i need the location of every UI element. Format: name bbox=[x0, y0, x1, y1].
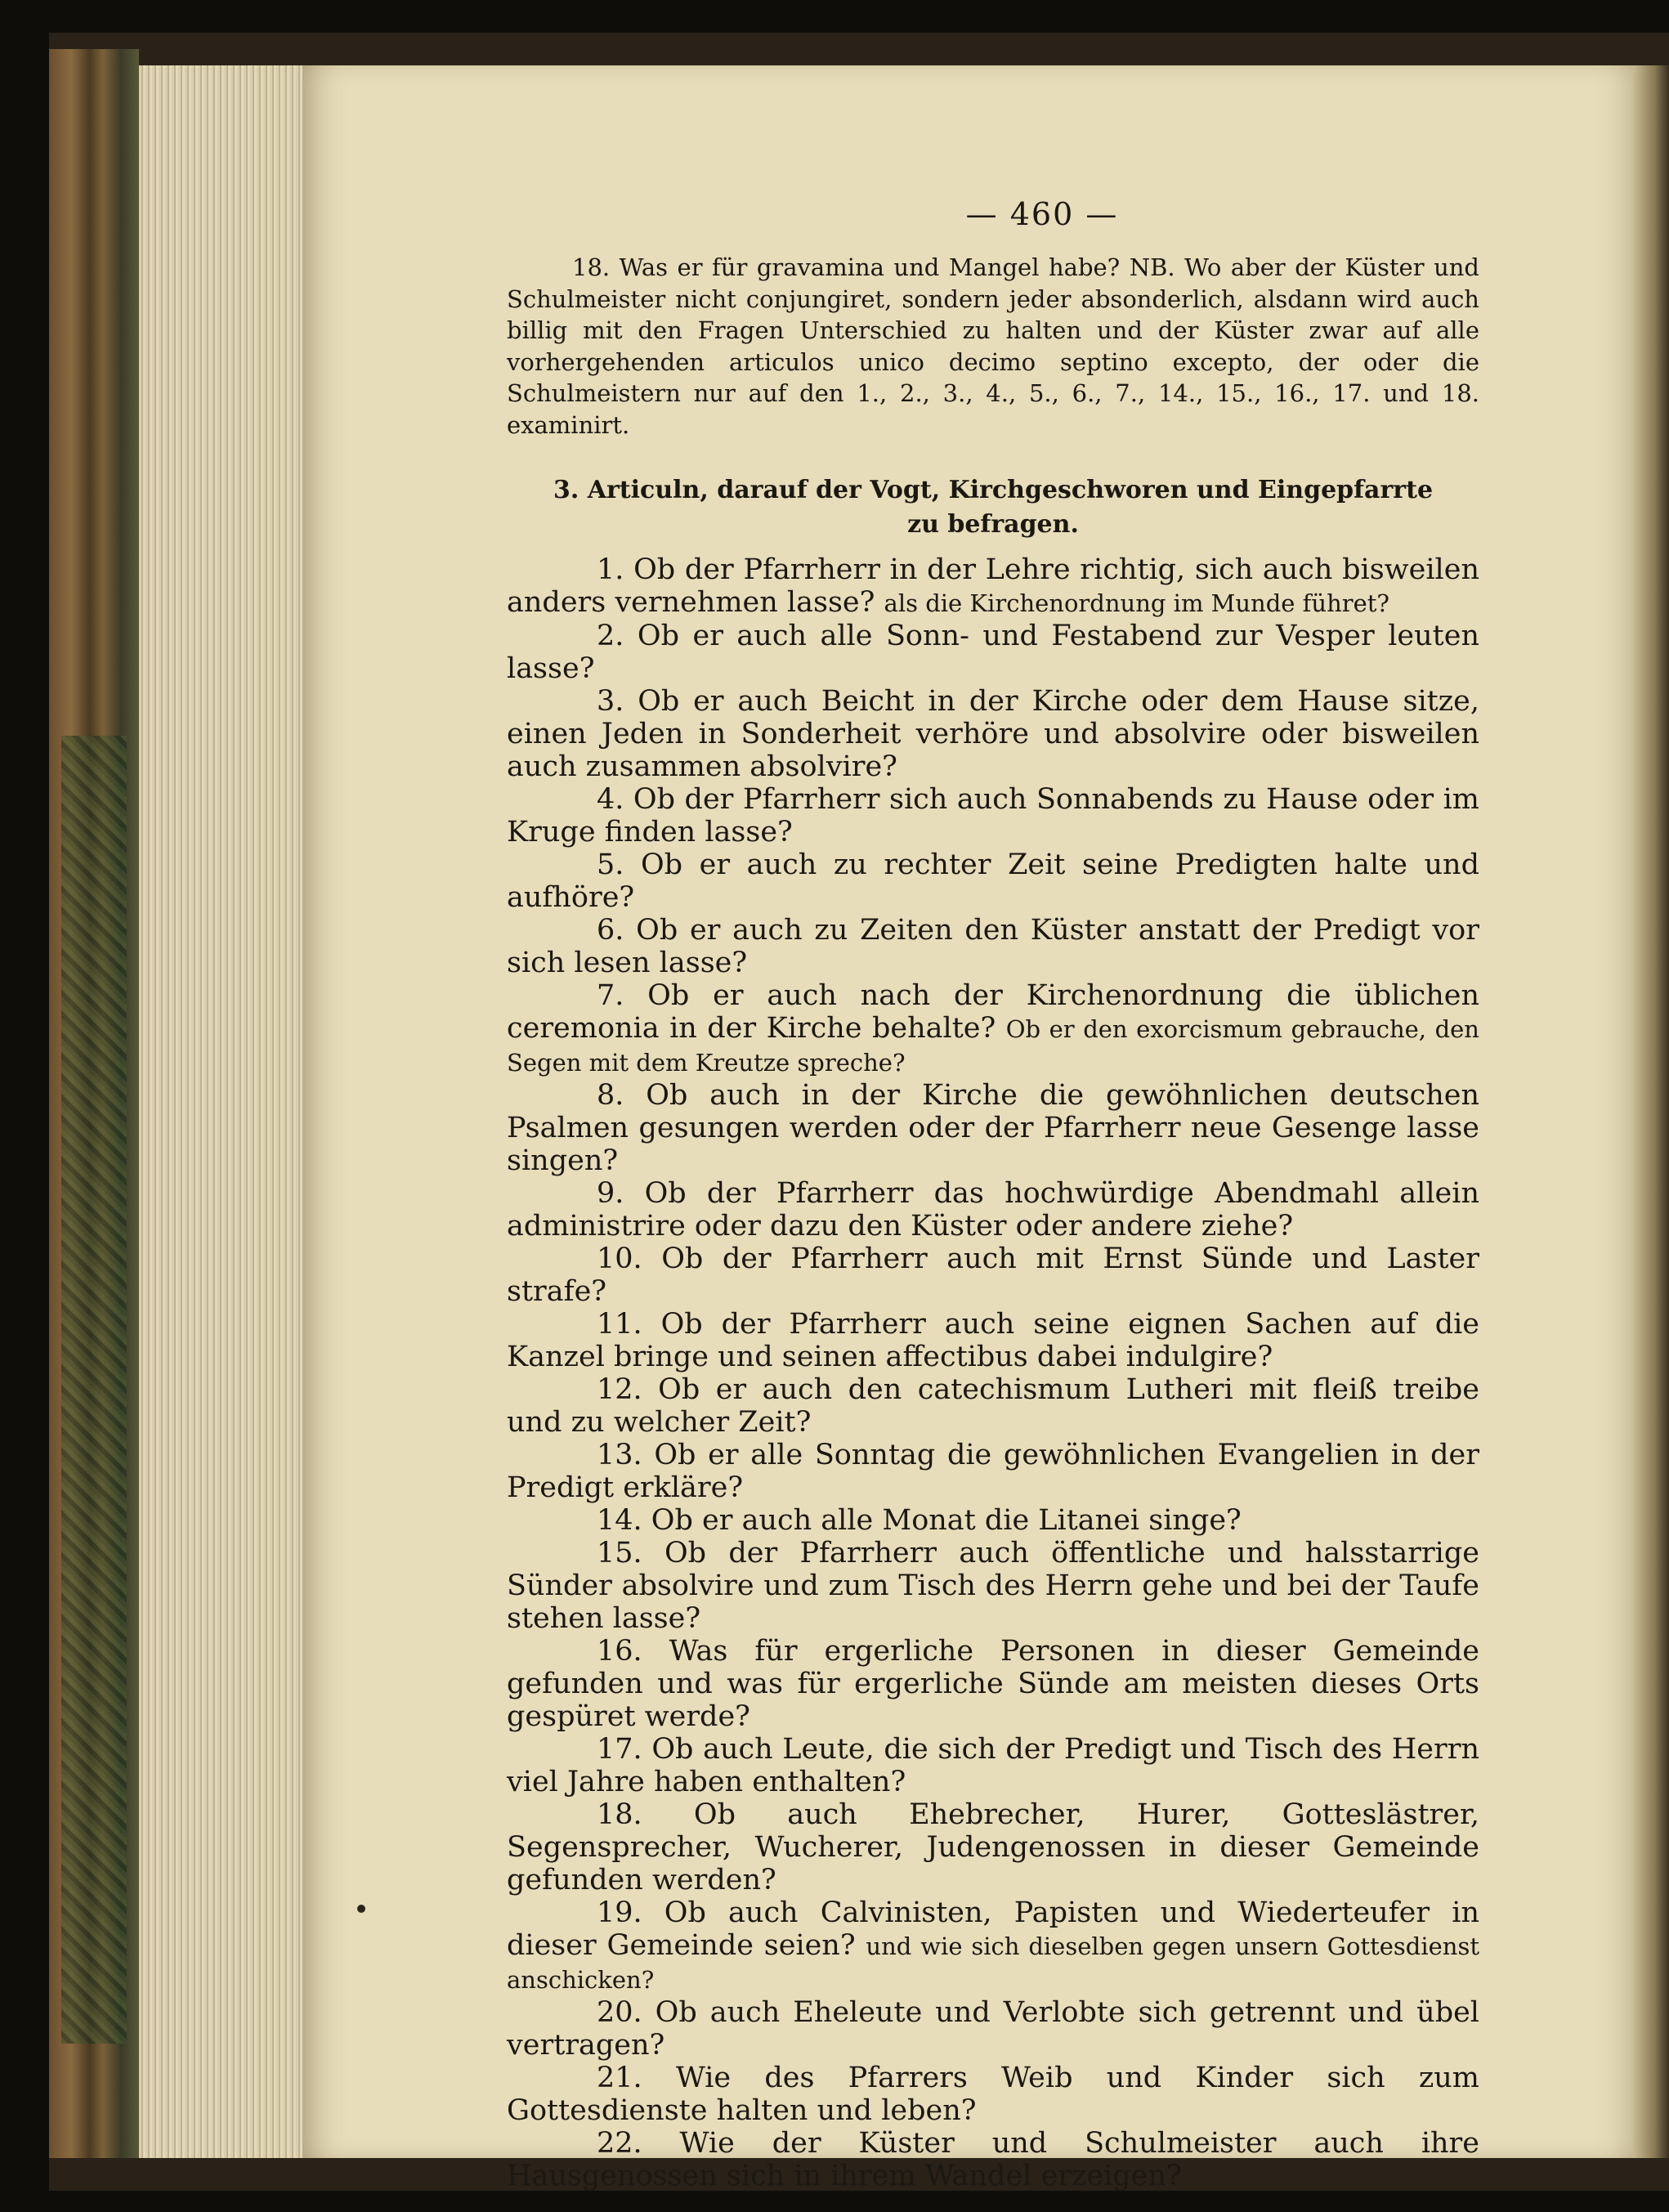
question-item bbox=[507, 1896, 1479, 1996]
question-text: 17. Ob auch Leute, die sich der Predigt und Tisch des Herrn viel Jahre haben enthalten? bbox=[507, 1733, 1479, 1798]
question-item bbox=[507, 783, 1479, 849]
question-item bbox=[507, 1243, 1479, 1308]
question-note: Ob er den exorcismum gebrauche, den Segen mit dem Kreutze spreche? bbox=[507, 1015, 1479, 1077]
question-item bbox=[507, 553, 1479, 620]
question-text: 21. Wie des Pfarrers Weib und Kinder sich zum Gottesdienste halten und leben? bbox=[507, 2062, 1479, 2127]
section-title-line-2: zu befragen. bbox=[907, 510, 1079, 539]
question-item bbox=[507, 1439, 1479, 1504]
question-text: 9. Ob der Pfarrherr das hochwürdige Abendmahl allein administrire oder dazu den Küster oder andere ziehe? bbox=[507, 1177, 1479, 1243]
question-item bbox=[507, 914, 1479, 979]
facing-page-edge bbox=[1633, 65, 1669, 2158]
question-text: 14. Ob er auch alle Monat die Litanei singe? bbox=[597, 1504, 1242, 1537]
page-edges bbox=[139, 65, 302, 2158]
question-item bbox=[507, 2062, 1479, 2127]
question-item bbox=[507, 1733, 1479, 1798]
question-text: 4. Ob der Pfarrherr sich auch Sonnabends zu Hause oder im Kruge finden lasse? bbox=[507, 783, 1479, 849]
spine-marbled-cover bbox=[61, 736, 127, 2044]
question-text: 11. Ob der Pfarrherr auch seine eignen Sachen auf die Kanzel bringe und seinen affectibus dabei indulgire? bbox=[507, 1308, 1479, 1373]
question-item bbox=[507, 1079, 1479, 1177]
question-item bbox=[507, 1373, 1479, 1439]
question-text: 5. Ob er auch zu rechter Zeit seine Predigten halte und aufhöre? bbox=[507, 849, 1479, 914]
question-note: als die Kirchenordnung im Munde führet? bbox=[884, 589, 1389, 617]
question-text: 1. Ob der Pfarrherr in der Lehre richtig, sich auch bisweilen anders vernehmen lasse? bbox=[507, 553, 1479, 619]
question-text: 16. Was für ergerliche Personen in dieser Gemeinde gefunden und was für ergerliche Sünde am meisten dieses Orts gespüret werde? bbox=[507, 1635, 1479, 1733]
question-text: 8. Ob auch in der Kirche die gewöhnlichen deutschen Psalmen gesungen werden oder der Pfarrherr neue Gesenge lasse singen? bbox=[507, 1079, 1479, 1177]
question-text: 22. Wie der Küster und Schulmeister auch ihre Hausgenossen sich in ihrem Wandel erzeigen? bbox=[507, 2127, 1479, 2192]
ink-speck bbox=[357, 1905, 365, 1913]
question-item bbox=[507, 1537, 1479, 1635]
question-text: 13. Ob er alle Sonntag die gewöhnlichen Evangelien in der Predigt erkläre? bbox=[507, 1439, 1479, 1504]
question-item bbox=[507, 1635, 1479, 1733]
question-item bbox=[507, 1308, 1479, 1373]
question-item bbox=[507, 849, 1479, 914]
section-title-line-1: 3. Articuln, darauf der Vogt, Kirchgeschworen und Eingepfarrte bbox=[553, 476, 1434, 504]
page-number: — 460 — bbox=[965, 196, 1119, 232]
question-text: 20. Ob auch Eheleute und Verlobte sich getrennt und übel vertragen? bbox=[507, 1996, 1479, 2062]
question-item bbox=[507, 620, 1479, 685]
question-item bbox=[507, 1798, 1479, 1896]
question-text: 6. Ob er auch zu Zeiten den Küster anstatt der Predigt vor sich lesen lasse? bbox=[507, 914, 1479, 979]
question-text: 12. Ob er auch den catechismum Lutheri mit fleiß treibe und zu welcher Zeit? bbox=[507, 1373, 1479, 1439]
intro-paragraph: 18. Was er für gravamina und Mangel habe? NB. Wo aber der Küster und Schulmeister nicht conjungiret, sondern jeder absonderlich, alsdann wird auch billig mit den Fragen Unterschied zu halten und der Küster zwar auf alle vorhergehenden articulos unico decimo septino excepto, der oder die Schulmeistern nur auf den 1., 2., 3., 4., 5., 6., 7., 14., 15., 16., 17. und 18. examinirt. bbox=[507, 253, 1479, 439]
question-text: 19. Ob auch Calvinisten, Papisten und Wiederteufer in dieser Gemeinde seien? bbox=[507, 1896, 1479, 1962]
question-text: 3. Ob er auch Beicht in der Kirche oder dem Hause sitze, einen Jeden in Sonderheit verhöre und absolvire oder bisweilen auch zusammen absolvire? bbox=[507, 685, 1479, 783]
question-text: 7. Ob er auch nach der Kirchenordnung die üblichen ceremonia in der Kirche behalte? bbox=[507, 979, 1479, 1045]
section-title bbox=[507, 473, 1479, 542]
page-text bbox=[507, 196, 1479, 2192]
question-item bbox=[507, 685, 1479, 783]
question-item bbox=[507, 2127, 1479, 2192]
question-item bbox=[507, 979, 1479, 1079]
question-item bbox=[507, 1504, 1479, 1537]
question-text: 2. Ob er auch alle Sonn- und Festabend zur Vesper leuten lasse? bbox=[507, 620, 1479, 685]
question-note: und wie sich dieselben gegen unsern Gottesdienst anschicken? bbox=[507, 1932, 1479, 1994]
question-item bbox=[507, 1177, 1479, 1243]
question-item bbox=[507, 1996, 1479, 2062]
question-text: 18. Ob auch Ehebrecher, Hurer, Gotteslästrer, Segensprecher, Wucherer, Judengenossen in dieser Gemeinde gefunden werden? bbox=[507, 1798, 1479, 1896]
question-list bbox=[507, 553, 1479, 2192]
question-text: 15. Ob der Pfarrherr auch öffentliche und halsstarrige Sünder absolvire und zum Tisch des Herrn gehe und bei der Taufe stehen lasse? bbox=[507, 1537, 1479, 1635]
question-text: 10. Ob der Pfarrherr auch mit Ernst Sünde und Laster strafe? bbox=[507, 1243, 1479, 1308]
